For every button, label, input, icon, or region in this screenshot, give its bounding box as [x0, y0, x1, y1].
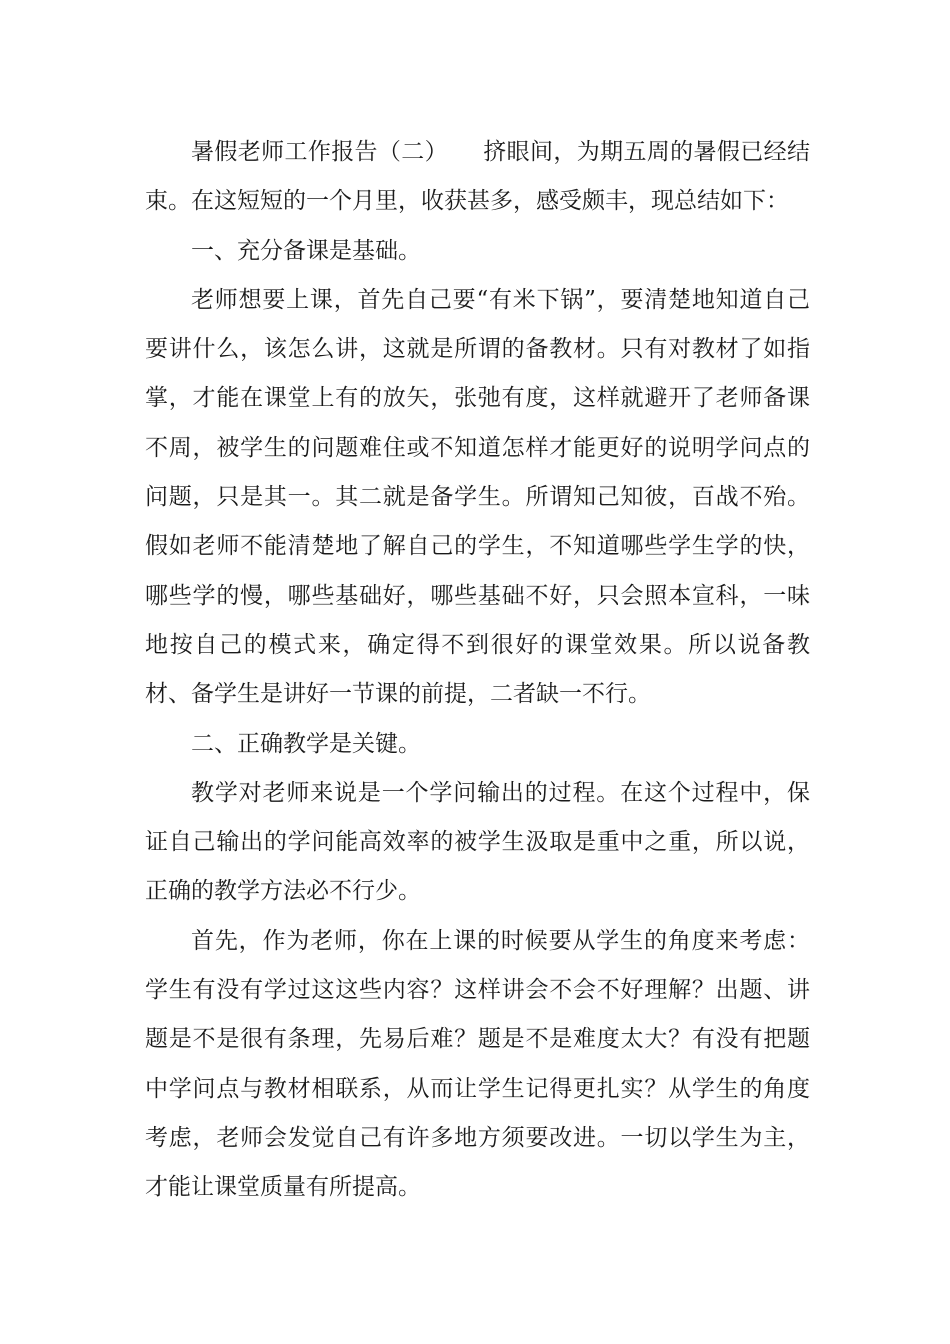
paragraph-preparation: 老师想要上课，首先自己要“有米下锅”，要清楚地知道自己要讲什么，该怎么讲，这就是所谓的备教材。只有对教材了如指掌，才能在课堂上有的放矢，张弛有度，这样就避开了老师备课不周，被学生的问题难住或不知道怎样才能更好的说明学问点的问题，只是其一。其二就是备学生。所谓知己知彼，百战不殆。假如老师不能清楚地了解自己的学生，不知道哪些学生学的快，哪些学的慢，哪些基础好，哪些基础不好，只会照本宣科，一味地按自己的模式来，确定得不到很好的课堂效果。所以说备教材、备学生是讲好一节课的前提，二者缺一不行。	[145, 286, 810, 708]
section-heading-2: 二、正确教学是关键。	[191, 730, 421, 757]
document-body	[145, 128, 810, 1213]
section-heading-1: 一、充分备课是基础。	[191, 237, 421, 264]
paragraph-student-perspective: 首先，作为老师，你在上课的时候要从学生的角度来考虑：学生有没有学过这这些内容？这样讲会不会不好理解？出题、讲题是不是很有条理，先易后难？题是不是难度太大？有没有把题中学问点与教材相联系，从而让学生记得更扎实？从学生的角度考虑，老师会发觉自己有许多地方须要改进。一切以学生为主，才能让课堂质量有所提高。	[145, 927, 810, 1201]
paragraph-teaching: 教学对老师来说是一个学问输出的过程。在这个过程中，保证自己输出的学问能高效率的被学生汲取是重中之重，所以说，正确的教学方法必不行少。	[145, 779, 810, 905]
paragraph-intro: 暑假老师工作报告（二） 挤眼间，为期五周的暑假已经结束。在这短短的一个月里，收获甚多，感受颇丰，现总结如下：	[145, 139, 810, 215]
